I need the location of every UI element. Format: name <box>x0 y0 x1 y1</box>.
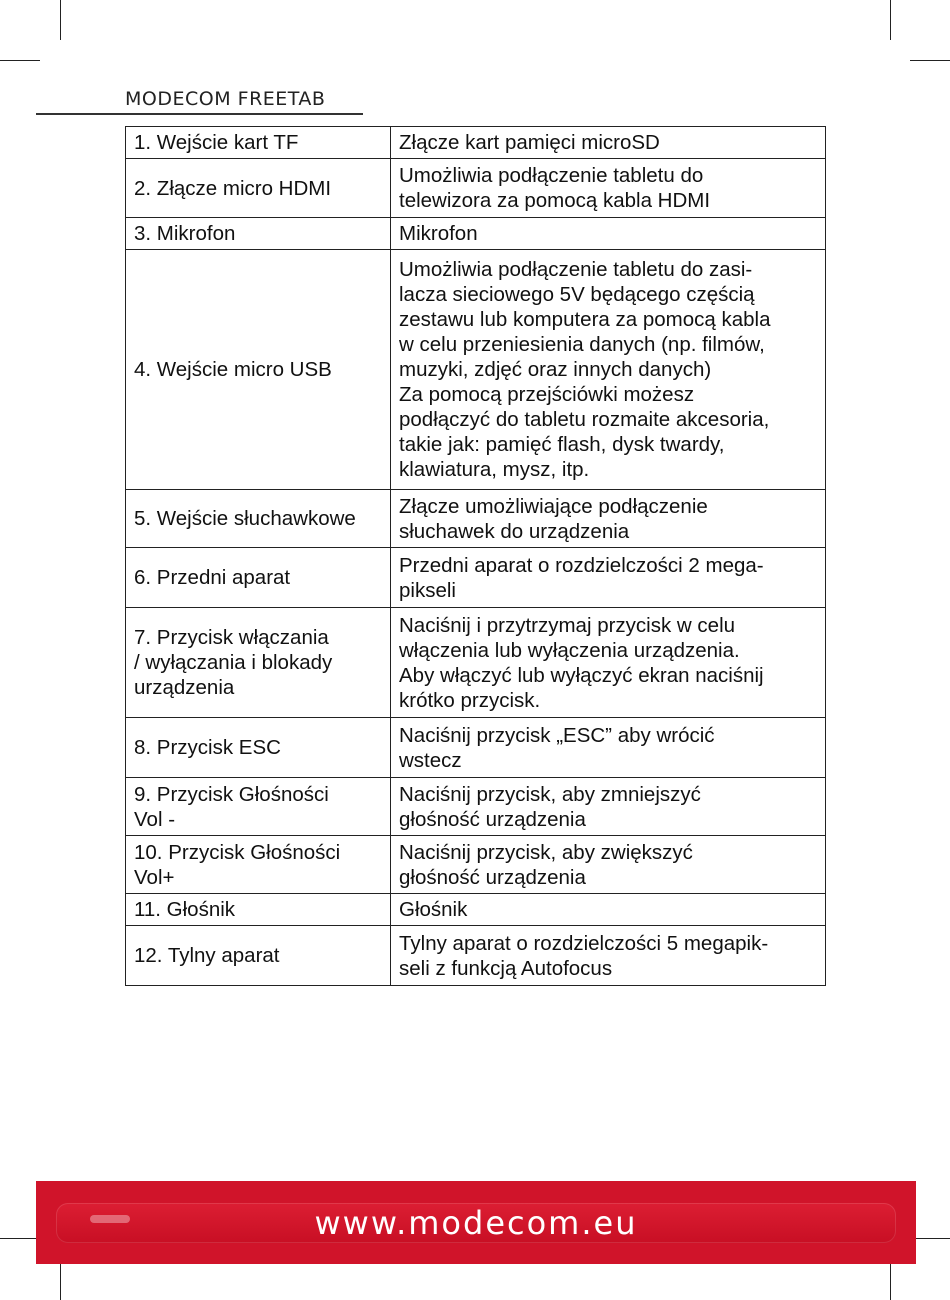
part-name-cell: 4. Wejście micro USB <box>126 250 391 490</box>
part-name-cell: 10. Przycisk Głośności Vol+ <box>126 836 391 894</box>
table-row <box>126 926 826 986</box>
part-description-cell: Naciśnij przycisk „ESC” aby wrócić wstecz <box>391 718 826 778</box>
part-name-cell: 6. Przedni aparat <box>126 548 391 608</box>
table-row <box>126 778 826 836</box>
table-row <box>126 127 826 159</box>
part-description-cell: Złącze kart pamięci microSD <box>391 127 826 159</box>
crop-mark <box>910 60 950 61</box>
crop-mark <box>0 1238 40 1239</box>
part-name-cell: 7. Przycisk włączania / wyłączania i blokady urządzenia <box>126 608 391 718</box>
part-description-cell: Tylny aparat o rozdzielczości 5 megapik- seli z funkcją Autofocus <box>391 926 826 986</box>
table-row <box>126 608 826 718</box>
crop-mark <box>910 1238 950 1239</box>
table-row <box>126 159 826 218</box>
crop-mark <box>0 60 40 61</box>
part-description-cell: Umożliwia podłączenie tabletu do telewizora za pomocą kabla HDMI <box>391 159 826 218</box>
table-row <box>126 836 826 894</box>
table-row <box>126 490 826 548</box>
table-row <box>126 548 826 608</box>
footer-banner <box>36 1181 916 1264</box>
part-description-cell: Umożliwia podłączenie tabletu do zasi- lacza sieciowego 5V będącego częścią zestawu lub komputera za pomocą kabla w celu przeniesienia danych (np. filmów, muzyki, zdjęć oraz innych danych) Za pomocą przejściówki możesz podłączyć do tabletu rozmaite akcesoria, takie jak: pamięć flash, dysk twardy, klawiatura, mysz, itp. <box>391 250 826 490</box>
crop-mark <box>60 1260 61 1300</box>
part-description-cell: Przedni aparat o rozdzielczości 2 mega- pikseli <box>391 548 826 608</box>
crop-mark <box>890 1260 891 1300</box>
part-description-cell: Mikrofon <box>391 218 826 250</box>
page-header: MODECOM FREETAB <box>125 88 326 110</box>
part-name-cell: 9. Przycisk Głośności Vol - <box>126 778 391 836</box>
parts-table <box>125 126 826 986</box>
part-description-cell: Naciśnij i przytrzymaj przycisk w celu włączenia lub wyłączenia urządzenia. Aby włączyć lub wyłączyć ekran naciśnij krótko przycisk. <box>391 608 826 718</box>
part-name-cell: 1. Wejście kart TF <box>126 127 391 159</box>
parts-table-body <box>126 127 826 986</box>
part-name-cell: 8. Przycisk ESC <box>126 718 391 778</box>
table-row <box>126 250 826 490</box>
footer-url-link[interactable]: www.modecom.eu <box>314 1204 638 1242</box>
table-row <box>126 718 826 778</box>
part-description-cell: Głośnik <box>391 894 826 926</box>
part-name-cell: 3. Mikrofon <box>126 218 391 250</box>
crop-mark <box>890 0 891 40</box>
footer-url-frame <box>56 1203 896 1243</box>
part-name-cell: 5. Wejście słuchawkowe <box>126 490 391 548</box>
part-name-cell: 2. Złącze micro HDMI <box>126 159 391 218</box>
part-description-cell: Naciśnij przycisk, aby zmniejszyć głośność urządzenia <box>391 778 826 836</box>
part-name-cell: 12. Tylny aparat <box>126 926 391 986</box>
header-divider <box>36 113 363 115</box>
part-name-cell: 11. Głośnik <box>126 894 391 926</box>
part-description-cell: Złącze umożliwiające podłączenie słuchawek do urządzenia <box>391 490 826 548</box>
table-row <box>126 894 826 926</box>
part-description-cell: Naciśnij przycisk, aby zwiększyć głośność urządzenia <box>391 836 826 894</box>
table-row <box>126 218 826 250</box>
crop-mark <box>60 0 61 40</box>
